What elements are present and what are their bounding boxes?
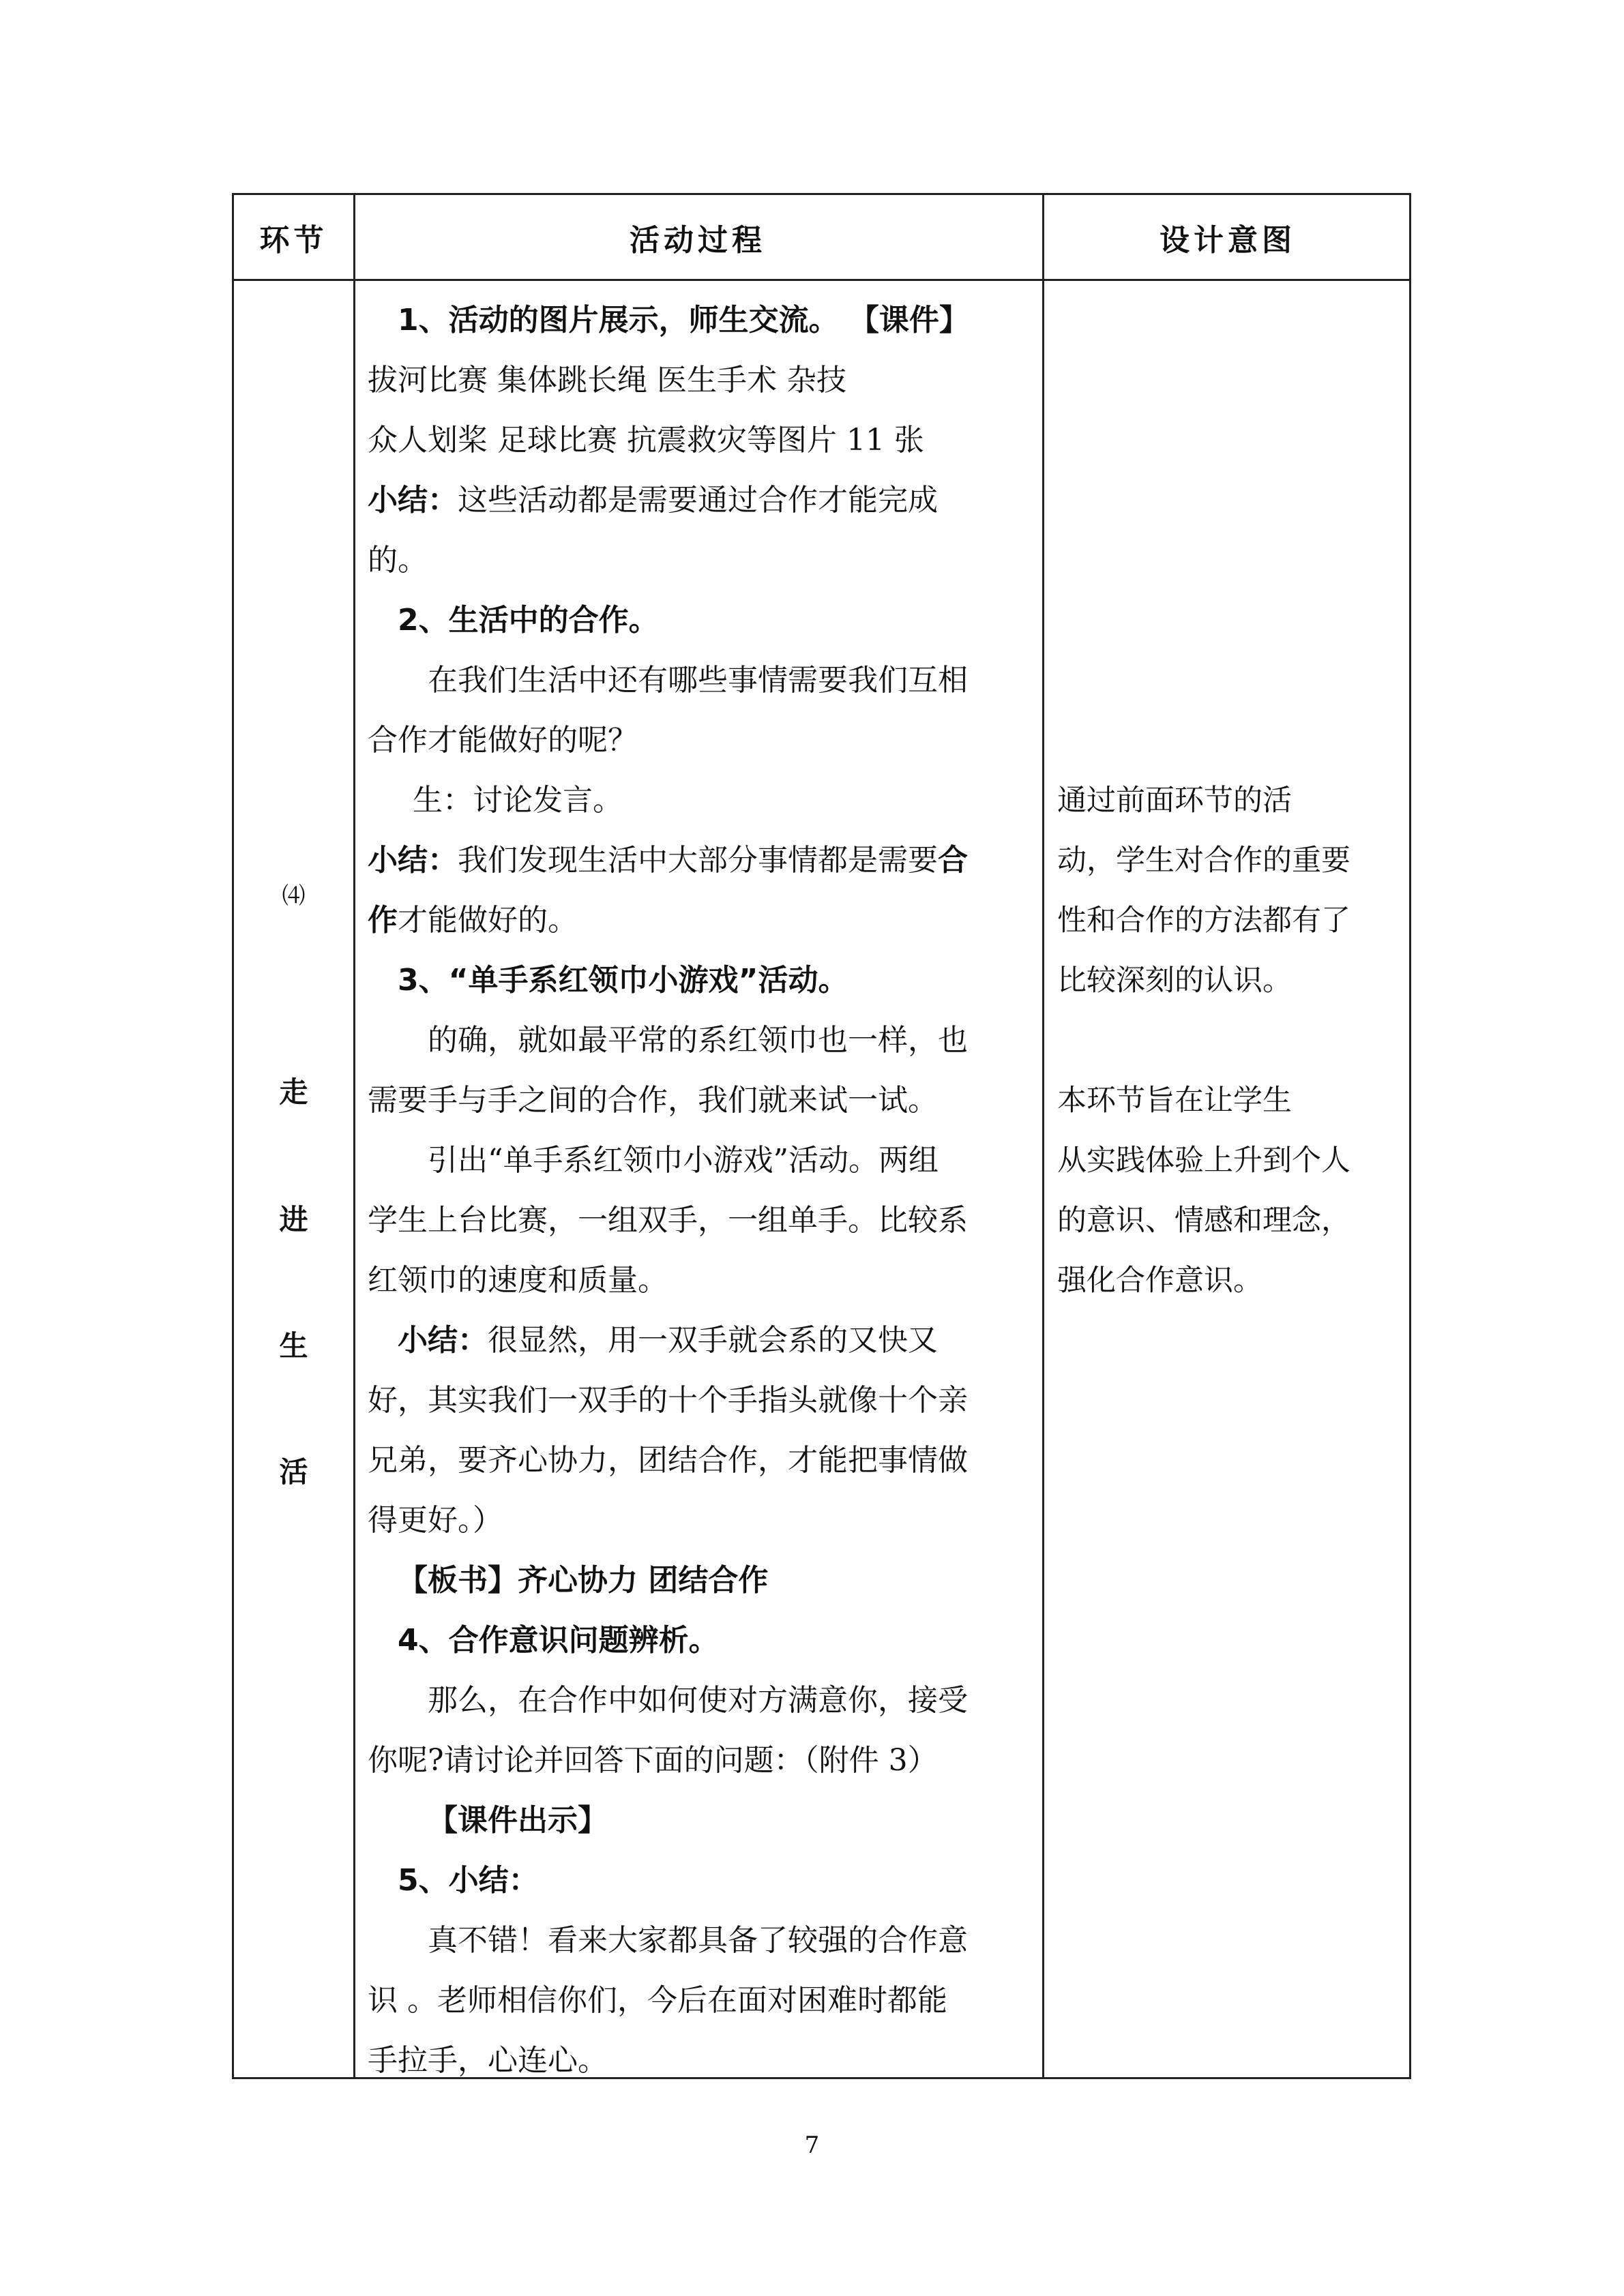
process-text: 好，其实我们一双手的十个手指头就像十个亲 — [368, 1383, 968, 1418]
process-line — [368, 1611, 1029, 1671]
stage-char: 走 — [279, 1075, 308, 1109]
stage-char: 进 — [279, 1203, 308, 1236]
process-line — [368, 591, 1029, 651]
process-line — [368, 1551, 1029, 1611]
process-line — [368, 1431, 1029, 1491]
process-line — [368, 1851, 1029, 1911]
process-text: 作 — [368, 903, 398, 938]
process-line — [368, 1911, 1029, 1971]
process-line — [368, 290, 1029, 351]
process-text: 合 — [938, 843, 968, 878]
process-text: 红领巾的速度和质量。 — [368, 1263, 668, 1298]
process-line — [368, 471, 1029, 531]
process-text: 才能做好的。 — [398, 903, 578, 938]
process-text: 那么，在合作中如何使对方满意你，接受 — [428, 1683, 968, 1718]
process-text: 2、生活中的合作。 — [398, 603, 659, 638]
intent-line: 强化合作意识。 — [1057, 1264, 1263, 1298]
process-text: 真不错！看来大家都具备了较强的合作意 — [428, 1923, 968, 1958]
process-line — [368, 1251, 1029, 1311]
process-text: 3、“单手系红领巾小游戏”活动。 — [398, 963, 848, 998]
process-text: 生：讨论发言。 — [413, 783, 623, 818]
intent-line: 本环节旨在让学生 — [1057, 1084, 1292, 1118]
intent-line: 的意识、情感和理念， — [1057, 1204, 1350, 1238]
lesson-table — [232, 193, 1411, 2079]
process-text: 众人划桨 足球比赛 抗震救灾等图片 11 张 — [368, 423, 924, 458]
process-text: 小结： — [368, 843, 458, 878]
process-line — [368, 1971, 1029, 2031]
intent-line: 动，学生对合作的重要 — [1057, 844, 1350, 878]
process-text: 【课件出示】 — [428, 1803, 608, 1838]
process-line — [368, 711, 1029, 771]
process-text: 4、合作意识问题辨析。 — [398, 1623, 719, 1658]
process-line — [368, 951, 1029, 1011]
process-line — [368, 351, 1029, 411]
intent-line: 性和合作的方法都有了 — [1057, 904, 1350, 938]
process-line — [368, 1071, 1029, 1131]
process-text: 1、活动的图片展示，师生交流。 【课件】 — [398, 303, 969, 338]
process-text: 学生上台比赛，一组双手，一组单手。比较系 — [368, 1203, 968, 1238]
header-process: 活动过程 — [630, 222, 766, 258]
process-text: 的确，就如最平常的系红领巾也一样，也 — [428, 1023, 968, 1058]
header-intent: 设计意图 — [1160, 222, 1296, 258]
header-stage: 环节 — [259, 222, 328, 258]
design-intent-paragraph — [1057, 1071, 1405, 1311]
process-line — [368, 771, 1029, 831]
process-text: 兄弟，要齐心协力，团结合作，才能把事情做 — [368, 1443, 968, 1478]
process-text: 这些活动都是需要通过合作才能完成 — [458, 483, 938, 518]
process-text: 你呢?请讨论并回答下面的问题：（附件 3） — [368, 1743, 938, 1778]
intent-line: 从实践体验上升到个人 — [1057, 1144, 1350, 1178]
process-text: 【板书】齐心协力 团结合作 — [398, 1563, 769, 1598]
process-line — [368, 2031, 1029, 2091]
design-intent-paragraph — [1057, 771, 1405, 1011]
process-text: 手拉手，心连心。 — [368, 2043, 608, 2078]
process-line — [368, 1731, 1029, 1791]
process-text: 的。 — [368, 543, 428, 578]
process-text: 小结： — [398, 1323, 488, 1358]
process-line — [368, 531, 1029, 591]
header-divider — [234, 279, 1409, 281]
column-divider — [1042, 195, 1044, 2077]
process-line — [368, 1791, 1029, 1851]
process-line — [368, 1371, 1029, 1431]
process-text: 很显然，用一双手就会系的又快又 — [488, 1323, 938, 1358]
process-text: 得更好。） — [368, 1503, 503, 1538]
process-text: 识 。老师相信你们，今后在面对困难时都能 — [368, 1983, 947, 2018]
process-line — [368, 651, 1029, 711]
process-text: 小结： — [368, 483, 458, 518]
process-text: 需要手与手之间的合作，我们就来试一试。 — [368, 1083, 938, 1118]
process-text: 在我们生活中还有哪些事情需要我们互相 — [428, 663, 968, 698]
process-line — [368, 1131, 1029, 1191]
activity-process — [368, 290, 1029, 2091]
process-text: 引出“单手系红领巾小游戏”活动。两组 — [428, 1143, 939, 1178]
stage-char: 活 — [279, 1455, 308, 1489]
column-divider — [353, 195, 355, 2077]
process-line — [368, 1491, 1029, 1551]
page-number: 7 — [804, 2132, 820, 2159]
process-text: 5、小结： — [398, 1863, 539, 1898]
intent-line: 比较深刻的认识。 — [1057, 964, 1292, 998]
process-line — [368, 1191, 1029, 1251]
process-line — [368, 1671, 1029, 1731]
stage-number: ⑷ — [282, 882, 306, 910]
process-line — [368, 891, 1029, 951]
intent-line: 通过前面环节的活 — [1057, 784, 1292, 818]
process-text: 我们发现生活中大部分事情都是需要 — [458, 843, 938, 878]
process-line — [368, 1011, 1029, 1071]
process-text: 合作才能做好的呢？ — [368, 723, 638, 758]
process-line — [368, 831, 1029, 891]
process-text: 拔河比赛 集体跳长绳 医生手术 杂技 — [368, 363, 846, 398]
process-line — [368, 1311, 1029, 1371]
stage-char: 生 — [279, 1329, 308, 1362]
process-line — [368, 411, 1029, 471]
